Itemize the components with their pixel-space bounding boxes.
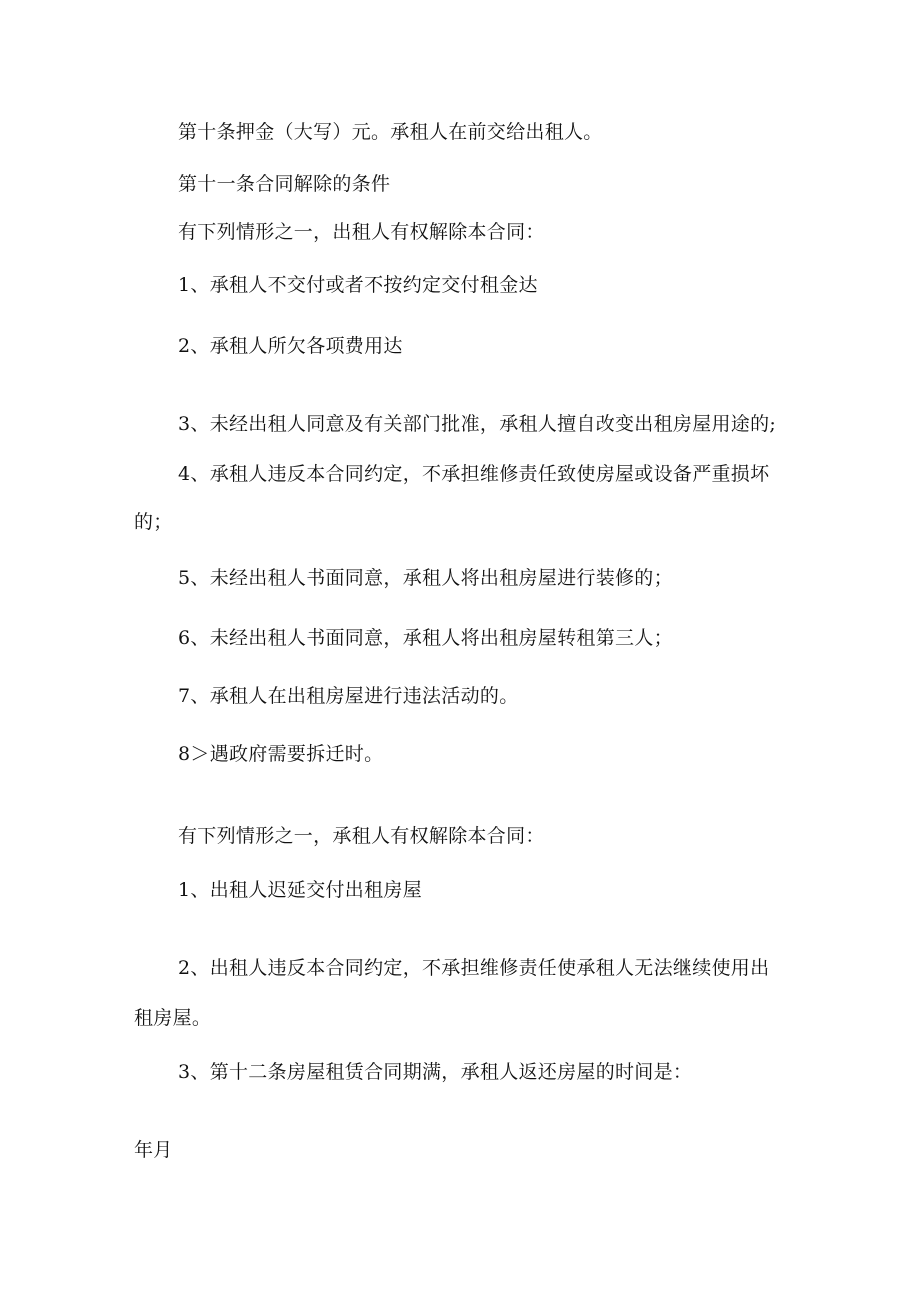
lessee-item-2: 2、出租人违反本合同约定，不承担维修责任使承租人无法继续使用出 [178,957,770,979]
lessor-item-4-cont: 的； [134,511,173,533]
lessor-termination-intro: 有下列情形之一，出租人有权解除本合同： [178,221,545,243]
lessor-item-2: 2、承租人所欠各项费用达 [178,335,403,357]
lessor-item-3: 3、未经出租人同意及有关部门批准，承租人擅自改变出租房屋用途的; [178,413,777,435]
clause-11-title: 第十一条合同解除的条件 [178,173,391,195]
lessor-item-5: 5、未经出租人书面同意，承租人将出租房屋进行装修的； [178,567,673,589]
clause-10-deposit: 第十条押金（大写）元。承租人在前交给出租人。 [178,121,603,143]
lessor-item-1: 1、承租人不交付或者不按约定交付租金达 [178,274,538,296]
lessor-item-6: 6、未经出租人书面同意，承租人将出租房屋转租第三人； [178,627,673,649]
date-year-month: 年月 [134,1139,173,1161]
lessor-item-8: 8＞遇政府需要拆迁时。 [178,743,384,765]
lessee-item-1: 1、出租人迟延交付出租房屋 [178,879,422,901]
lessee-termination-intro: 有下列情形之一，承租人有权解除本合同： [178,825,545,847]
lessee-item-3: 3、第十二条房屋租赁合同期满，承租人返还房屋的时间是： [178,1061,693,1083]
lessor-item-4: 4、承租人违反本合同约定，不承担维修责任致使房屋或设备严重损坏 [178,463,770,485]
lessee-item-2-cont: 租房屋。 [134,1007,212,1029]
lessor-item-7: 7、承租人在出租房屋进行违法活动的。 [178,685,519,707]
